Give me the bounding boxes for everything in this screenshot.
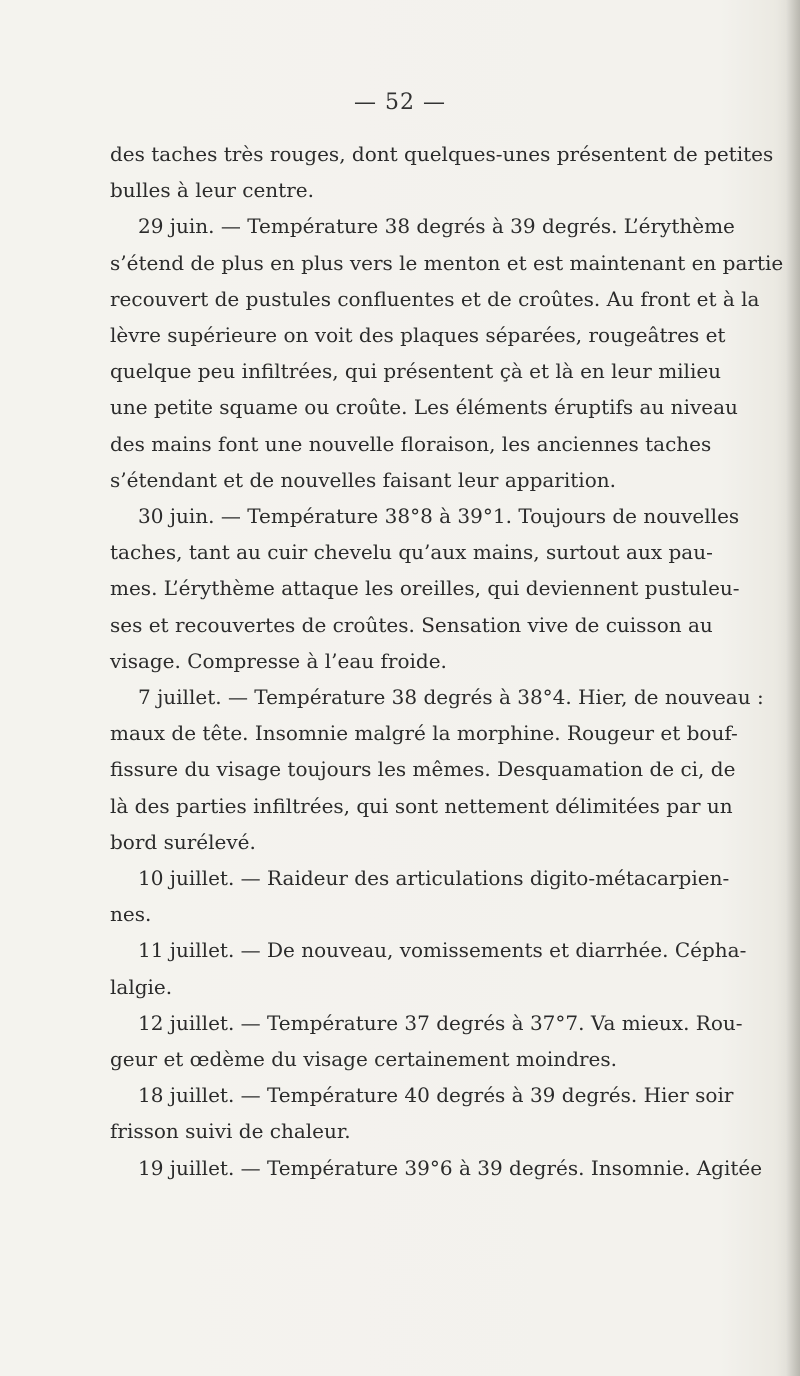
text-line: s’étend de plus en plus vers le menton et est maintenant en partie [110, 250, 784, 275]
text-line: s’étendant et de nouvelles faisant leur apparition. [110, 467, 616, 492]
text-line: une petite squame ou croûte. Les éléments éruptifs au niveau [110, 395, 738, 420]
text-line: 29 juin. — Température 38 degrés à 39 degrés. L’érythème [138, 214, 735, 239]
text-line: quelque peu infiltrées, qui présentent çà et là en leur milieu [110, 359, 722, 384]
text-line: visage. Compresse à l’eau froide. [110, 648, 447, 673]
text-line: geur et œdème du visage certainement moindres. [110, 1047, 618, 1072]
text-line: nes. [110, 902, 152, 927]
text-line: fissure du visage toujours les mêmes. Desquamation de ci, de [110, 757, 736, 782]
text-line: lèvre supérieure on voit des plaques séparées, rougeâtres et [110, 323, 726, 348]
text-line: maux de tête. Insomnie malgré la morphine. Rougeur et bouf- [110, 721, 738, 746]
text-line: là des parties infiltrées, qui sont nettement délimitées par un [110, 793, 733, 818]
text-line: mes. L’érythème attaque les oreilles, qui deviennent pustuleu- [110, 576, 740, 601]
text-line: bord surélevé. [110, 829, 256, 854]
page-edge-shadow [786, 0, 800, 1376]
body-text [110, 136, 784, 1186]
text-line: bulles à leur centre. [110, 178, 314, 203]
text-line: ses et recouvertes de croûtes. Sensation vive de cuisson au [110, 612, 713, 637]
text-line: 19 juillet. — Température 39°6 à 39 degrés. Insomnie. Agitée [138, 1155, 763, 1180]
page-number: — 52 — [354, 90, 446, 115]
text-line: 30 juin. — Température 38°8 à 39°1. Toujours de nouvelles [138, 504, 740, 529]
text-line: lalgie. [110, 974, 173, 999]
text-line: des mains font une nouvelle floraison, les anciennes taches [110, 431, 712, 456]
text-line: 7 juillet. — Température 38 degrés à 38°4. Hier, de nouveau : [138, 685, 764, 710]
text-line: frisson suivi de chaleur. [110, 1119, 351, 1144]
text-line: des taches très rouges, dont quelques-unes présentent de petites [110, 142, 774, 166]
text-line: 11 juillet. — De nouveau, vomissements et diarrhée. Cépha- [138, 938, 747, 963]
text-line: taches, tant au cuir chevelu qu’aux mains, surtout aux pau- [110, 540, 713, 565]
text-line: recouvert de pustules confluentes et de croûtes. Au front et à la [110, 286, 760, 311]
text-line: 10 juillet. — Raideur des articulations digito-métacarpien- [138, 866, 730, 891]
text-line: 12 juillet. — Température 37 degrés à 37°7. Va mieux. Rou- [138, 1010, 743, 1035]
text-line: 18 juillet. — Température 40 degrés à 39 degrés. Hier soir [138, 1083, 734, 1108]
